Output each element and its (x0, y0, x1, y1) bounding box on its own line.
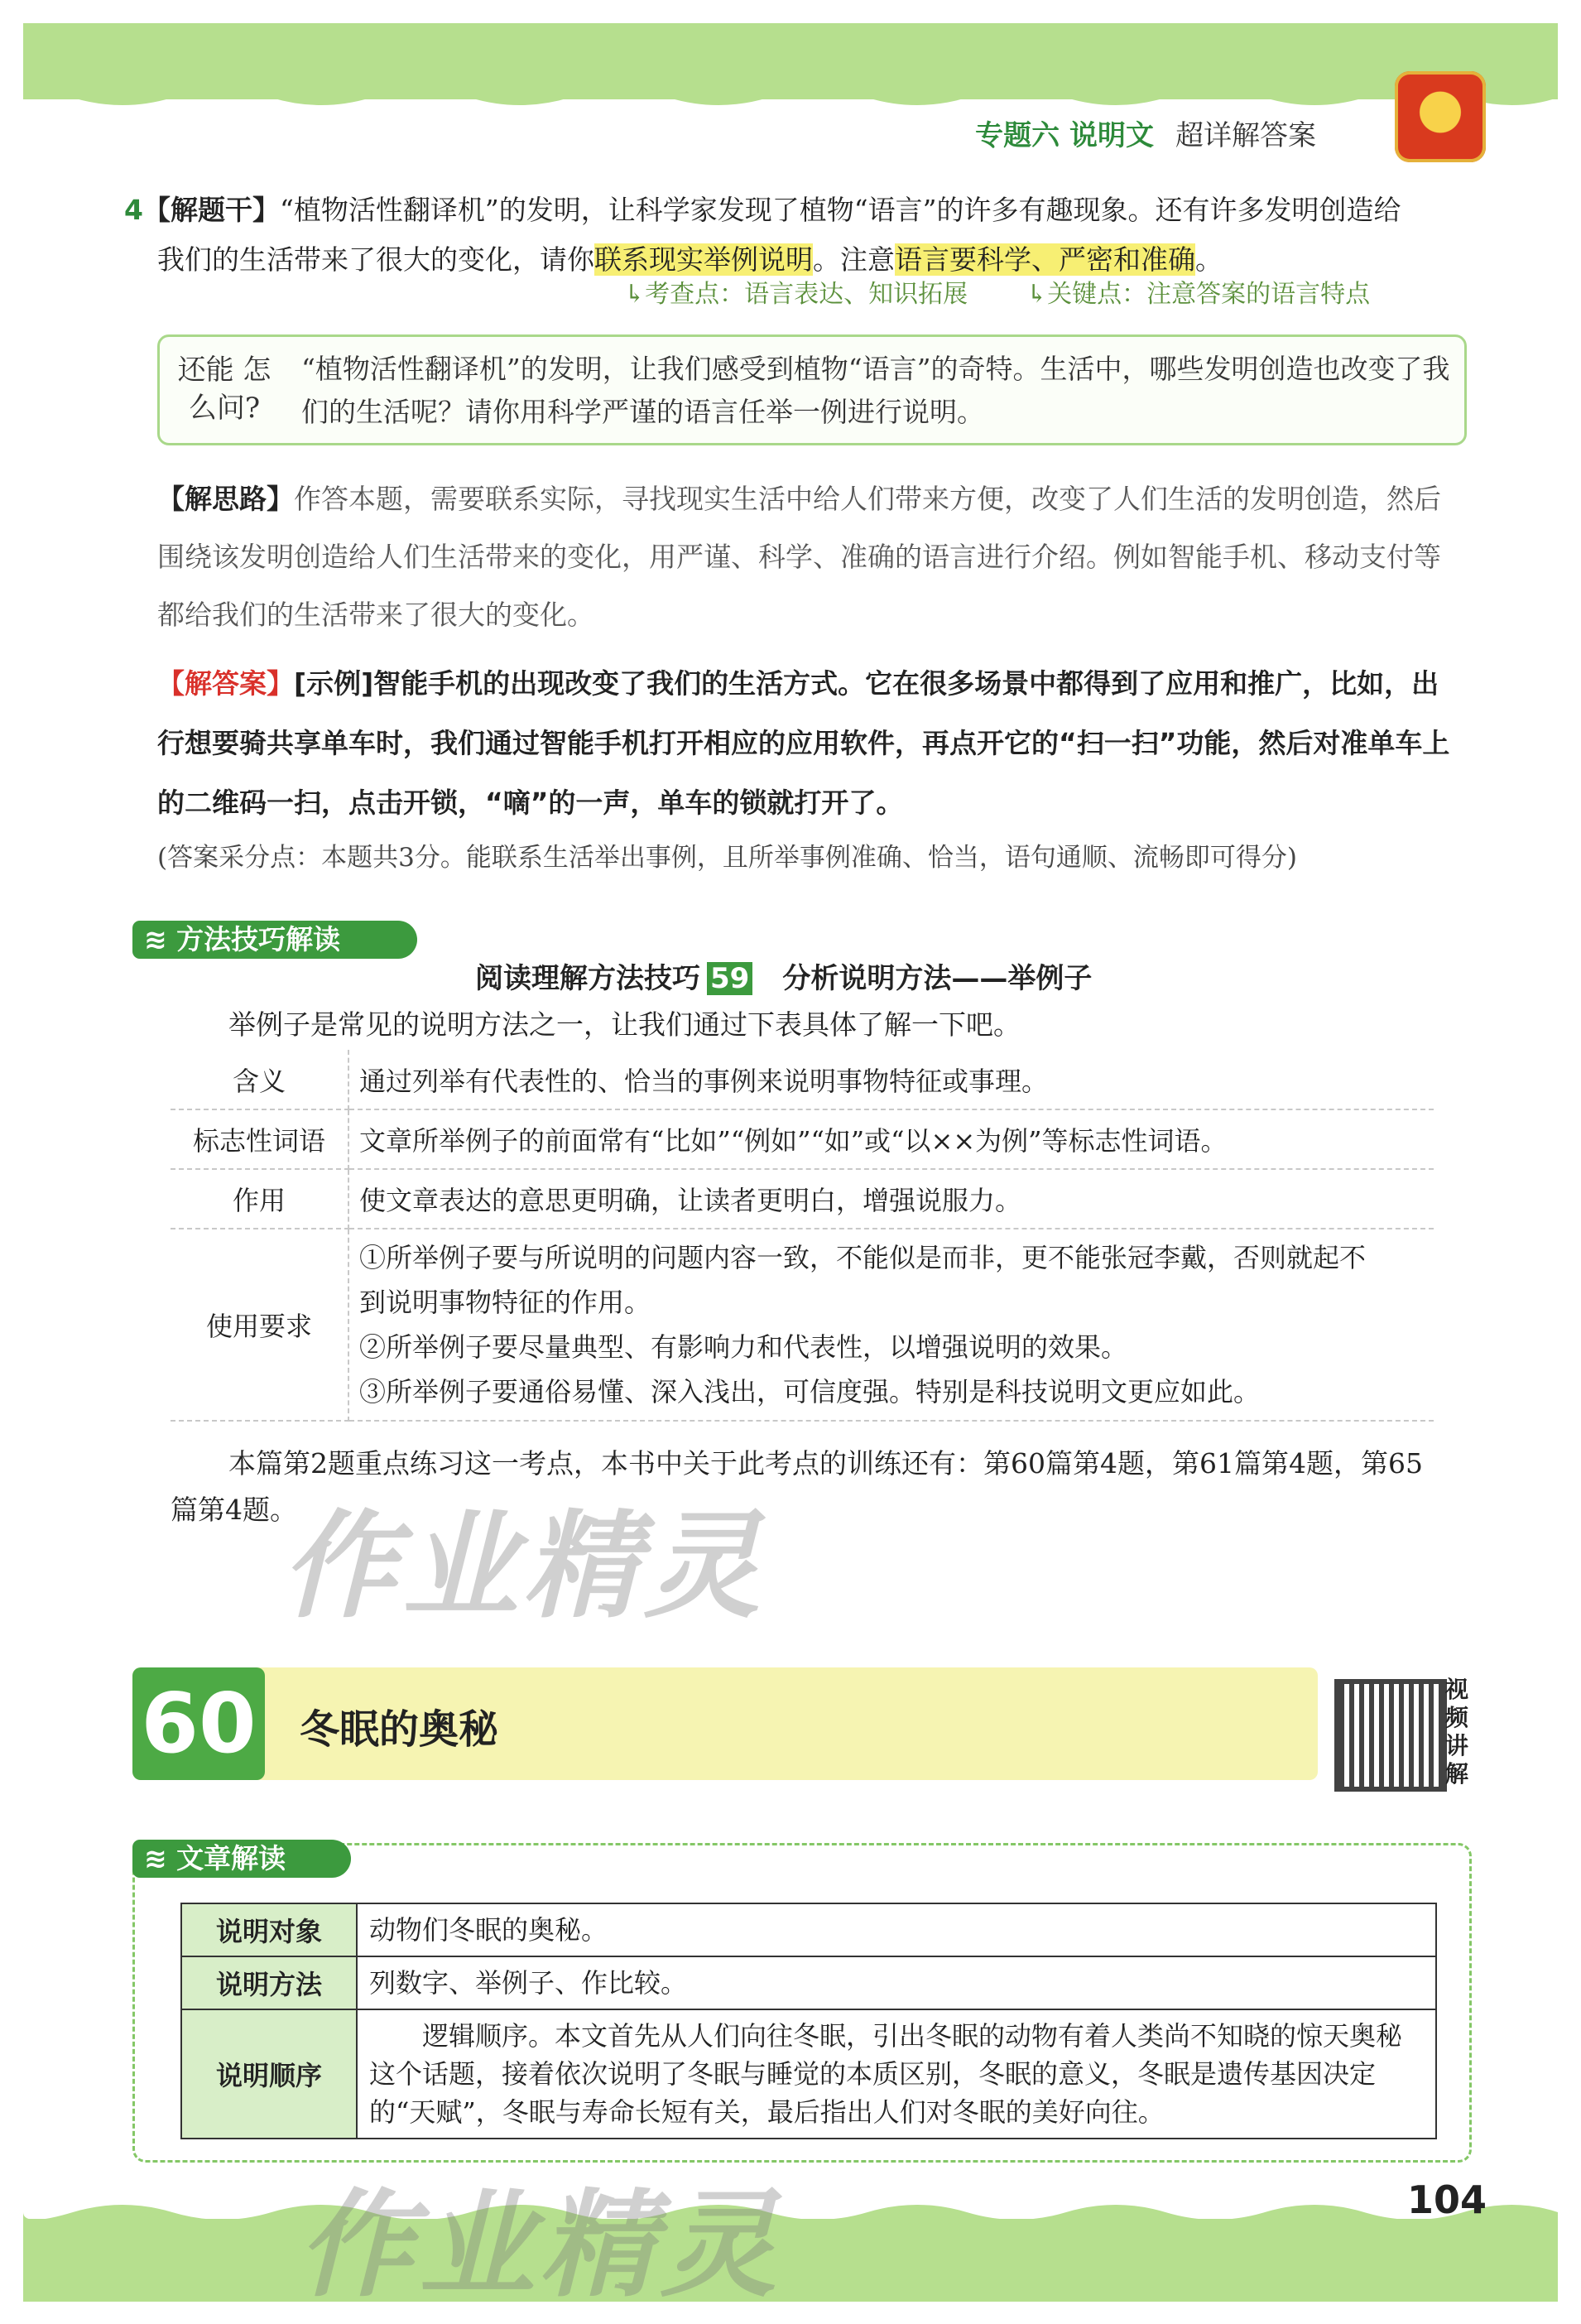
method-value: 通过列举有代表性的、恰当的事例来说明事物特征或事理。 (348, 1050, 1434, 1109)
lesson-title: 冬眠的奥秘 (300, 1706, 499, 1753)
method-tag-label: 方法技巧解读 (176, 923, 341, 955)
method-value: 文章所举例子的前面常有“比如”“例如”“如”或“以××为例”等标志性词语。 (348, 1109, 1434, 1169)
note-exam-point: ↳考查点：语言表达、知识拓展 (624, 280, 968, 309)
alt-question-label: 还能 怎么问? (177, 354, 272, 425)
method-key: 作用 (171, 1169, 348, 1229)
article-key: 说明对象 (181, 1903, 357, 1956)
running-header (975, 113, 1316, 153)
question-text-2: 我们的生活带来了很大的变化，请你 (157, 243, 594, 276)
question-number: 4 (124, 194, 143, 226)
note-key-point: ↳关键点：注意答案的语言特点 (1026, 280, 1371, 309)
answer-text: [示例]智能手机的出现改变了我们的生活方式。它在很多场景中都得到了应用和推广，比如，出行想要骑共享单车时，我们通过智能手机打开相应的应用软件，再点开它的“扫一扫”功能，然后对准单车上的二维码一扫，点击开锁，“嘀”的一声，单车的锁就打开了。 (157, 667, 1450, 819)
method-row (171, 1109, 1434, 1169)
method-intro: 举例子是常见的说明方法之一，让我们通过下表具体了解一下吧。 (228, 1008, 1021, 1041)
thinking-tag: 【解思路】 (157, 483, 294, 515)
article-key: 说明方法 (181, 1956, 357, 2009)
requirement-line: ①所举例子要与所说明的问题内容一致，不能似是而非，更不能张冠李戴，否则就起不 (359, 1242, 1367, 1273)
method-footer: 本篇第2题重点练习这一考点，本书中关于此考点的训练还有：第60篇第4题，第61篇第4题，第65篇第4题。 (171, 1447, 1423, 1526)
method-row (171, 1169, 1434, 1229)
answer-tag: 【解答案】 (157, 667, 294, 700)
article-key: 说明顺序 (181, 2009, 357, 2139)
article-table (180, 1903, 1437, 2139)
method-section-tag: ≋ 方法技巧解读 (132, 921, 417, 959)
qr-code-icon[interactable] (1334, 1679, 1447, 1792)
article-value: 逻辑顺序。本文首先从人们向往冬眠，引出冬眠的动物有着人类尚不知晓的惊天奥秘这个话题，接着依次说明了冬眠与睡觉的本质区别，冬眠的意义，冬眠是遗传基因决定的“天赋”，冬眠与寿命长短有关，最后指出人们对冬眠的美好向往。 (357, 2009, 1436, 2139)
method-title (475, 955, 1092, 996)
watermark-text: 作业精灵 (298, 2178, 782, 2313)
section-label: 专题六 说明文 (975, 119, 1154, 152)
lesson-number: 60 (132, 1667, 265, 1780)
method-requirements (348, 1229, 1434, 1421)
highlight-language: 语言要科学、严密和准确 (895, 243, 1195, 276)
article-section-tag: ≋ 文章解读 (132, 1840, 351, 1878)
question-text-1: “植物活性翻译机”的发明，让科学家发现了植物“语言”的许多有趣现象。还有许多发明创造给 (279, 194, 1401, 226)
question-text-3: 。注意 (813, 243, 895, 276)
question-4 (124, 185, 1482, 285)
brand-badge-icon (1395, 71, 1486, 162)
question-text-4: 。 (1195, 243, 1223, 276)
question-tag: 【解题干】 (142, 194, 280, 226)
article-value: 列数字、举例子、作比较。 (357, 1956, 1436, 2009)
requirement-line: 到说明事物特征的作用。 (359, 1287, 651, 1318)
top-wave-decor (23, 83, 1558, 116)
method-table (171, 1050, 1434, 1422)
method-title-pre: 阅读理解方法技巧 (475, 962, 700, 995)
method-key: 含义 (171, 1050, 348, 1109)
article-tag-label: 文章解读 (176, 1842, 286, 1874)
thinking-text: 作答本题，需要联系实际，寻找现实生活中给人们带来方便，改变了人们生活的发明创造，然后围绕该发明创造给人们生活带来的变化，用严谨、科学、准确的语言进行介绍。例如智能手机、移动支付等都给我们的生活带来了很大的变化。 (157, 483, 1441, 631)
watermark-text: 作业精灵 (281, 1499, 766, 1634)
method-key: 标志性词语 (171, 1109, 348, 1169)
article-row (181, 1956, 1436, 2009)
method-key: 使用要求 (171, 1229, 348, 1421)
article-row (181, 2009, 1436, 2139)
bottom-decor-band (23, 2219, 1558, 2302)
requirement-line: ③所举例子要通俗易懂、深入浅出，可信度强。特别是科技说明文更应如此。 (359, 1376, 1261, 1407)
method-row (171, 1229, 1434, 1421)
method-value: 使文章表达的意思更明确，让读者更明白，增强说服力。 (348, 1169, 1434, 1229)
qr-label: 视频讲解 (1445, 1676, 1469, 1788)
question-4-line1 (124, 185, 1482, 235)
thinking-paragraph (157, 470, 1465, 644)
answer-paragraph (157, 654, 1465, 833)
article-value: 动物们冬眠的奥秘。 (357, 1903, 1436, 1956)
method-title-post: 分析说明方法——举例子 (782, 962, 1093, 995)
alt-question-text: “植物活性翻译机”的发明，让我们感受到植物“语言”的奇特。生活中，哪些发明创造也改变了我们的生活呢？请你用科学严谨的语言任举一例进行说明。 (301, 353, 1450, 428)
method-title-number: 59 (707, 962, 752, 995)
header-subtitle: 超详解答案 (1175, 119, 1316, 152)
article-row (181, 1903, 1436, 1956)
method-row (171, 1050, 1434, 1109)
highlight-example: 联系现实举例说明 (594, 243, 813, 276)
answer-scoring: (答案采分点：本题共3分。能联系生活举出事例，且所举事例准确、恰当，语句通顺、流畅即可得分) (157, 843, 1297, 873)
requirement-line: ②所举例子要尽量典型、有影响力和代表性，以增强说明的效果。 (359, 1331, 1128, 1363)
page-number: 104 (1407, 2177, 1487, 2222)
